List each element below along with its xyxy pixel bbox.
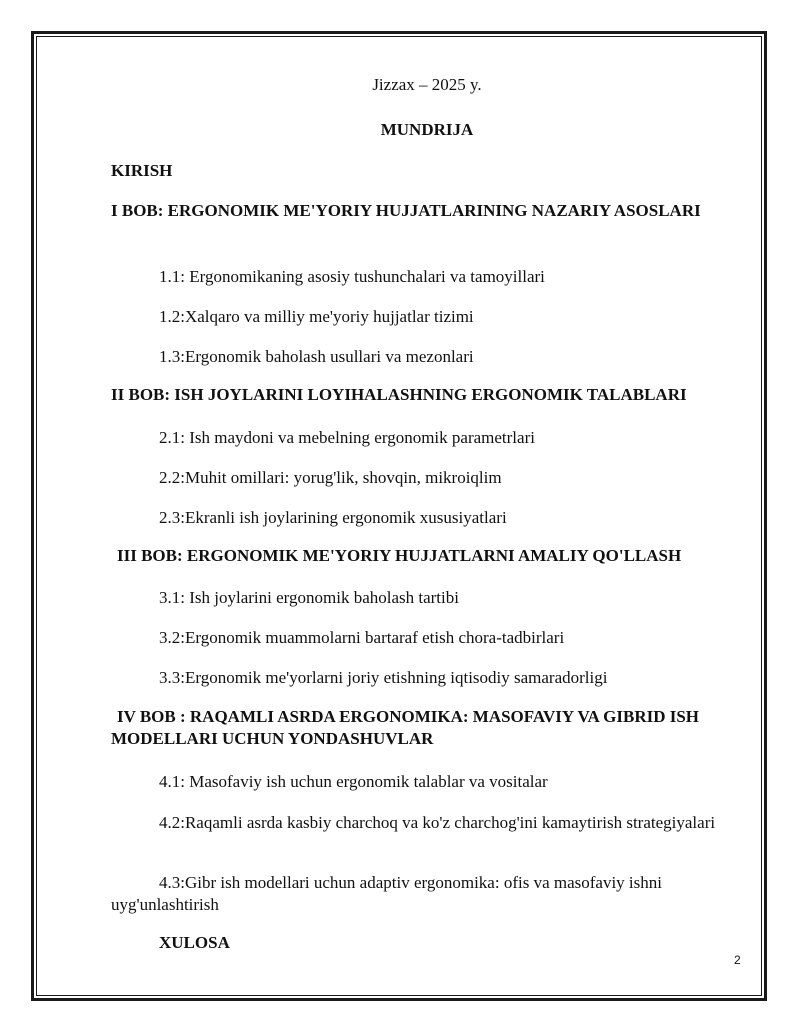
toc-section-3-2: 3.2:Ergonomik muammolarni bartaraf etish chora-tadbirlari [159,628,565,647]
toc-intro: KIRISH [111,161,173,180]
toc-section-4-2: 4.2:Raqamli asrda kasbiy charchoq va ko'z charchog'ini kamaytirish strategiyalari [159,813,716,832]
toc-chapter-4: IV BOB : RAQAMLI ASRDA ERGONOMIKA: MASOFAVIY VA GIBRID ISH MODELLARI UCHUN YONDASHUVLAR [111,707,700,748]
toc-section-3-3: 3.3:Ergonomik me'yorlarni joriy etishning iqtisodiy samaradorligi [159,668,608,687]
toc-section-1-3: 1.3:Ergonomik baholash usullari va mezonlari [159,347,474,366]
toc-section-4-1: 4.1: Masofaviy ish uchun ergonomik talablar va vositalar [159,772,548,791]
toc-section-1-1: 1.1: Ergonomikaning asosiy tushunchalari va tamoyillari [159,267,545,286]
toc-section-3-1: 3.1: Ish joylarini ergonomik baholash tartibi [159,588,459,607]
toc-conclusion: XULOSA [159,933,230,952]
toc-chapter-2: II BOB: ISH JOYLARINI LOYIHALASHNING ERGONOMIK TALABLARI [111,385,687,404]
toc-section-2-1: 2.1: Ish maydoni va mebelning ergonomik parametrlari [159,428,535,447]
page-number: 2 [734,953,741,967]
toc-chapter-3: III BOB: ERGONOMIK ME'YORIY HUJJATLARNI AMALIY QO'LLASH [117,546,682,565]
toc-chapter-1: I BOB: ERGONOMIK ME'YORIY HUJJATLARINING NAZARIY ASOSLARI [111,201,701,220]
toc-section-2-3: 2.3:Ekranli ish joylarining ergonomik xususiyatlari [159,508,507,527]
toc-section-1-2: 1.2:Xalqaro va milliy me'yoriy hujjatlar tizimi [159,307,474,326]
toc-heading: MUNDRIJA [380,120,474,139]
place-year: Jizzax – 2025 y. [372,75,482,94]
toc-section-4-3: 4.3:Gibr ish modellari uchun adaptiv ergonomika: ofis va masofaviy ishni uyg'unlashtirish [111,873,662,914]
toc-section-2-2: 2.2:Muhit omillari: yorug'lik, shovqin, mikroiqlim [159,468,502,487]
